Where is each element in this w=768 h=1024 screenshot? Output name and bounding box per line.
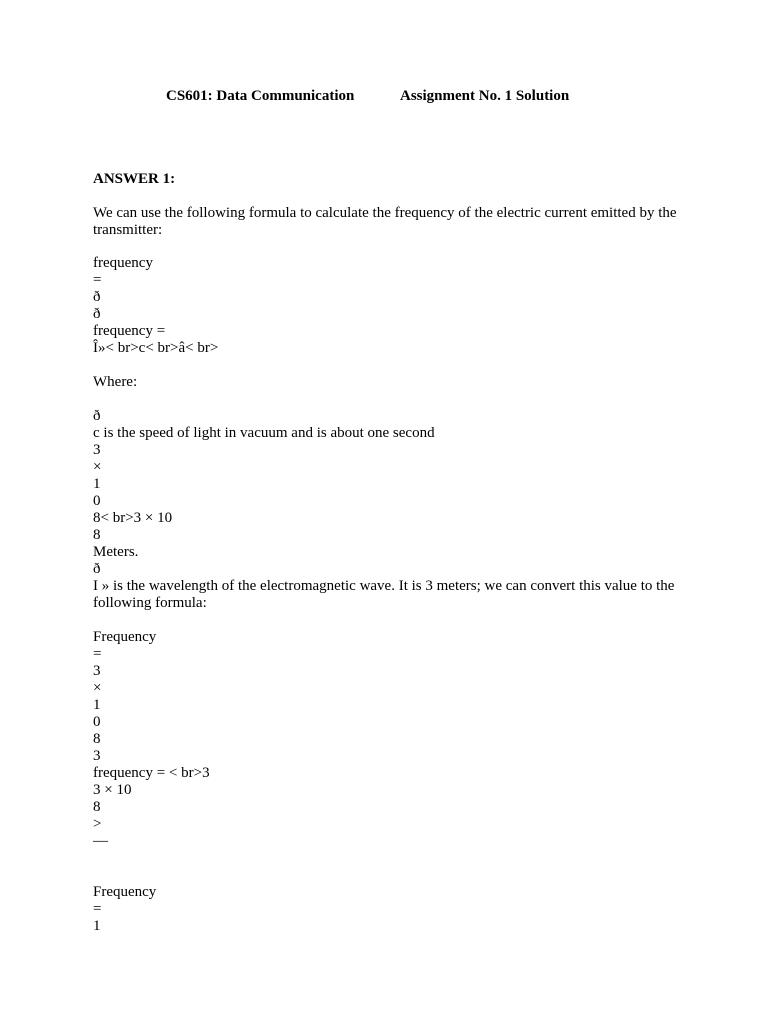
where-label: Where:: [93, 374, 138, 390]
calculation-line: —: [93, 833, 108, 849]
definition-line: 0: [93, 493, 101, 509]
spacer: [93, 612, 683, 629]
spacer: [93, 850, 683, 884]
intro-paragraph: [93, 205, 683, 239]
course-title: CS601: Data Communication: [166, 88, 355, 104]
result-line: =: [93, 901, 102, 917]
definition-line: 8: [93, 527, 101, 543]
definition-line: ×: [93, 459, 102, 475]
definition-line: c is the speed of light in vacuum and is about one second: [93, 425, 435, 441]
answer-heading: ANSWER 1:: [93, 171, 176, 187]
definition-line: 1: [93, 476, 101, 492]
assignment-title: Assignment No. 1 Solution: [400, 88, 570, 104]
document-header: [0, 88, 768, 108]
formula-line: ð: [93, 306, 101, 322]
spacer: [93, 357, 683, 374]
definition-line: ð: [93, 561, 101, 577]
formula-line: frequency =: [93, 323, 166, 339]
definition-line: ð: [93, 408, 101, 424]
definition-line: Meters.: [93, 544, 139, 560]
calculation-line: 3: [93, 663, 101, 679]
spacer: [93, 391, 683, 408]
formula-line: =: [93, 272, 102, 288]
intro-text: We can use the following formula to calculate the frequency of the electric current emitted by the transmitter:: [93, 205, 677, 238]
calculation-line: 3 × 10: [93, 782, 132, 798]
formula-line: Î»< br>c< br>â< br>: [93, 340, 219, 356]
formula-line: frequency: [93, 255, 153, 271]
definition-line: 8< br>3 × 10: [93, 510, 173, 526]
definition-line: 3: [93, 442, 101, 458]
formula-line: ð: [93, 289, 101, 305]
calculation-line: 8: [93, 731, 101, 747]
calculation-line: frequency = < br>3: [93, 765, 210, 781]
calculation-line: Frequency: [93, 629, 157, 645]
calculation-line: 0: [93, 714, 101, 730]
result-line: 1: [93, 918, 101, 934]
calculation-line: 3: [93, 748, 101, 764]
calculation-line: ×: [93, 680, 102, 696]
calculation-line: =: [93, 646, 102, 662]
calculation-line: 8: [93, 799, 101, 815]
wavelength-paragraph: I » is the wavelength of the electromagnetic wave. It is 3 meters; we can convert this value to the following formula:: [93, 578, 675, 611]
solution-body: [93, 255, 683, 935]
result-line: Frequency: [93, 884, 157, 900]
calculation-line: 1: [93, 697, 101, 713]
calculation-line: >: [93, 816, 102, 832]
